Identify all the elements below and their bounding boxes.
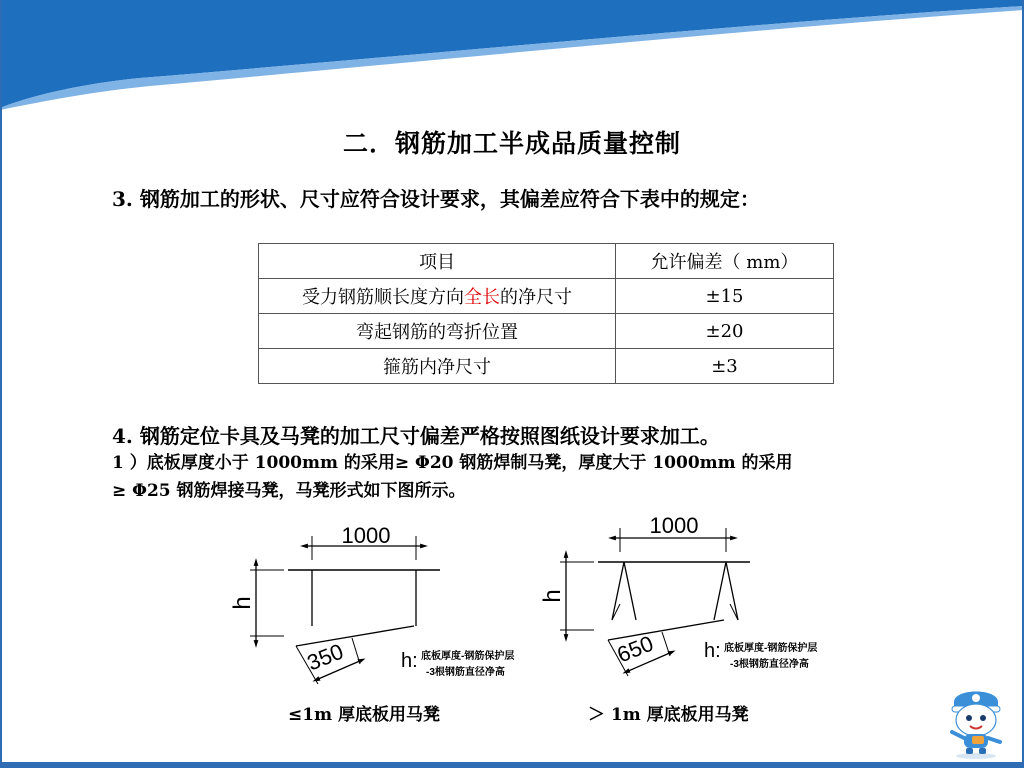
table-header-item: 项目 <box>259 244 616 279</box>
table-cell-value: ±20 <box>615 314 833 349</box>
table-cell-value: ±15 <box>615 279 833 314</box>
left-dim-1000: 1000 <box>341 523 391 548</box>
right-figure-caption: ＞ 1m 厚底板用马凳 <box>588 705 749 725</box>
right-note-line-2: -3根钢筋直径净高 <box>730 659 809 670</box>
left-note-line-1: 底板厚度-钢筋保护层 <box>421 651 515 662</box>
right-note-h: h: <box>704 640 721 662</box>
table-cell-item: 受力钢筋顺长度方向全长的净尺寸 <box>259 279 616 314</box>
section-3-heading: 3. 钢筋加工的形状、尺寸应符合设计要求，其偏差应符合下表中的规定： <box>112 187 760 211</box>
right-dim-650: 650 <box>613 630 657 668</box>
page-title: 二．钢筋加工半成品质量控制 <box>342 129 681 158</box>
left-dim-h: h <box>229 596 256 610</box>
paragraph-1-line-2: ≥ Φ25 钢筋焊接马凳，马凳形式如下图所示。 <box>112 481 466 501</box>
table-cell-item: 弯起钢筋的弯折位置 <box>259 314 616 349</box>
right-note-line-1: 底板厚度-钢筋保护层 <box>724 643 818 654</box>
table-header-tolerance: 允许偏差（ mm） <box>615 244 833 279</box>
section-4-heading: 4. 钢筋定位卡具及马凳的加工尺寸偏差严格按照图纸设计要求加工。 <box>112 424 720 448</box>
highlight-text: 全长 <box>463 287 500 308</box>
right-dim-h: h <box>539 589 566 603</box>
right-dim-1000: 1000 <box>649 513 699 538</box>
cartoon-mascot-icon <box>936 680 1016 760</box>
left-note-line-2: -3根钢筋直径净高 <box>426 667 505 678</box>
left-note-h: h: <box>401 650 418 672</box>
paragraph-1-line-1: 1 ）底板厚度小于 1000mm 的采用≥ Φ20 钢筋焊制马凳，厚度大于 1000mm 的采用 <box>112 453 793 473</box>
left-figure-caption: ≤1m 厚底板用马凳 <box>288 705 440 725</box>
table-cell-item: 箍筋内净尺寸 <box>259 349 616 384</box>
table-cell-value: ±3 <box>615 349 833 384</box>
left-dim-350: 350 <box>303 638 347 676</box>
